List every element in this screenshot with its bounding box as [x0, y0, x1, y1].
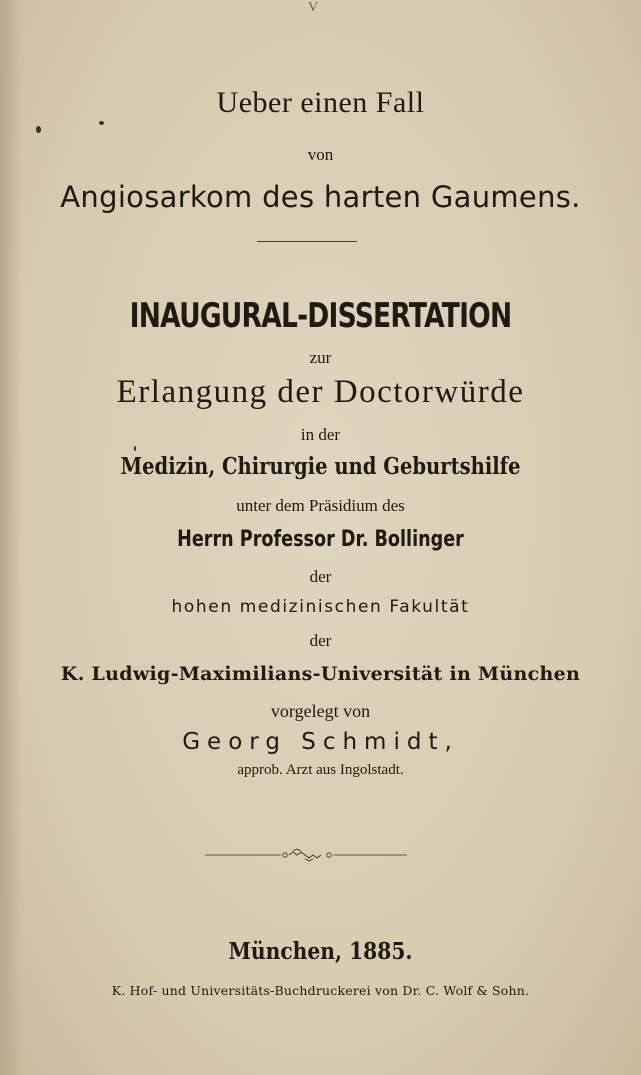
title-line-1: Ueber einen Fall — [216, 86, 425, 119]
page-marker: V — [307, 0, 319, 15]
university-name: K. Ludwig-Maximilians-Universität in München — [60, 663, 581, 685]
presidency-text: unter dem Präsidium des — [236, 496, 405, 515]
place-year: München, 1885. — [228, 938, 413, 965]
faculty-subject: Medizin, Chirurgie und Geburtshilfe — [120, 453, 521, 480]
ink-speck — [134, 446, 136, 451]
text-in-der: in der — [300, 425, 341, 444]
author-credentials: approb. Arzt aus Ingolstadt. — [237, 762, 404, 778]
ink-speck — [99, 121, 104, 125]
dissertation-heading: INAUGURAL-DISSERTATION — [129, 296, 512, 336]
ornament-divider — [205, 847, 407, 863]
text-der-1: der — [309, 567, 332, 586]
submitted-by: vorgelegt von — [270, 701, 371, 721]
divider-rule — [257, 241, 357, 242]
author-name: Georg Schmidt, — [182, 729, 459, 755]
title-line-2: von — [307, 145, 334, 164]
ink-speck — [36, 126, 41, 133]
text-der-2: der — [309, 631, 332, 650]
professor-name: Herrn Professor Dr. Bollinger — [177, 527, 464, 552]
purpose-heading: Erlangung der Doctorwürde — [116, 374, 525, 410]
text-zur: zur — [309, 348, 332, 367]
printer-line: K. Hof- und Universitäts-Buchdruckerei von Dr. C. Wolf & Sohn. — [111, 983, 530, 998]
main-title: Angiosarkom des harten Gaumens. — [60, 180, 581, 214]
faculty-name: hohen medizinischen Fakultät — [171, 597, 470, 617]
